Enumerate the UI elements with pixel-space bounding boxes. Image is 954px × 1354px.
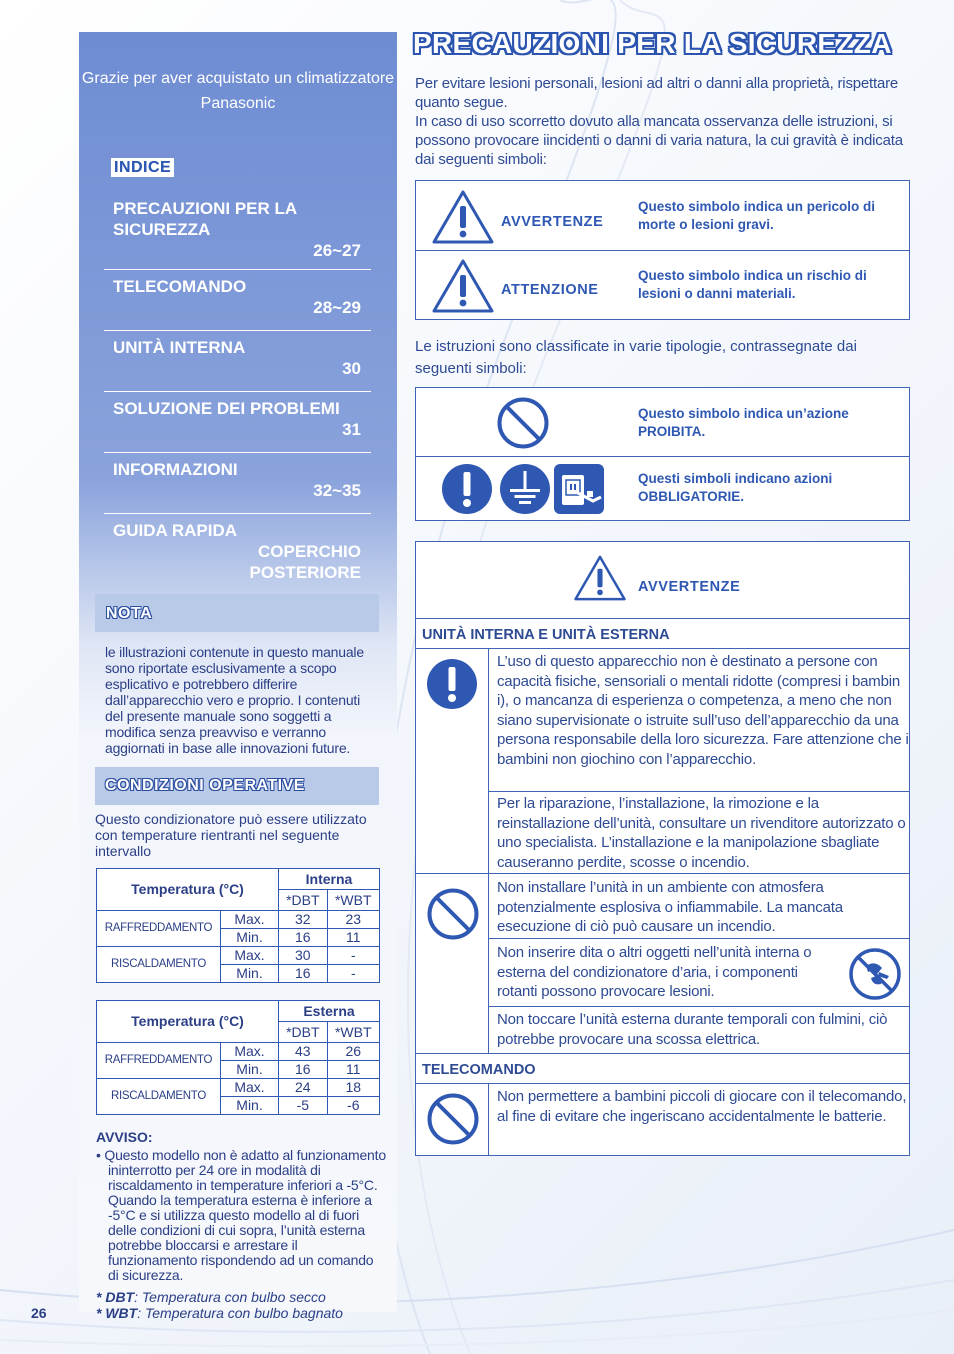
outdoor-temperature-table bbox=[96, 1000, 380, 1115]
toc-item-title: GUIDA RAPIDA bbox=[113, 521, 238, 540]
severity-legend bbox=[415, 180, 910, 320]
conditions-heading: CONDIZIONI OPERATIVE bbox=[105, 777, 305, 794]
table-limit: Min. bbox=[221, 965, 279, 983]
table-cell: 11 bbox=[327, 1061, 379, 1079]
caution-triangle-icon bbox=[431, 258, 495, 314]
table-limit: Max. bbox=[221, 1079, 279, 1097]
toc-item-page: COPERCHIO POSTERIORE bbox=[249, 542, 361, 582]
mandatory-action-icon bbox=[441, 463, 493, 515]
severity-row-warning bbox=[416, 181, 909, 251]
severity-label: AVVERTENZE bbox=[501, 214, 604, 230]
table-cell: 18 bbox=[327, 1079, 379, 1097]
table-cell: -5 bbox=[279, 1097, 328, 1115]
warning-item-text: Non installare l’unità in un ambiente con atmosfera potenzialmente esplosiva o infiammabile. La mancata esecuzione di ciò può causare un incendio. bbox=[497, 879, 843, 935]
indoor-temperature-table bbox=[96, 868, 380, 983]
warnings-panel bbox=[415, 541, 910, 1156]
intro-paragraph: Per evitare lesioni personali, lesioni ad altri o danni alla proprietà, rispettare quanto segue. In caso di uso scorretto dovuto alla mancata osservanza delle istruzioni, si possono provocare iincidenti o danni di varia natura, la cui gravità è indicata dai seguenti simboli: bbox=[415, 75, 903, 168]
table-limit: Min. bbox=[221, 929, 279, 947]
divider bbox=[416, 648, 909, 649]
footnote-wbt bbox=[96, 1305, 343, 1321]
table-limit: Max. bbox=[221, 911, 279, 929]
warnings-header bbox=[416, 542, 909, 619]
table-col-dbt: *DBT bbox=[279, 1022, 328, 1043]
toc-item-title: UNITÀ INTERNA bbox=[113, 338, 246, 357]
toc-item-page: 28~29 bbox=[313, 298, 361, 317]
table-limit: Min. bbox=[221, 1097, 279, 1115]
divider bbox=[416, 1053, 909, 1054]
table-header: Temperatura (°C) bbox=[97, 1001, 279, 1043]
footnote-text: : Temperatura con bulbo secco bbox=[134, 1289, 326, 1305]
table-cell: 23 bbox=[327, 911, 379, 929]
toc-item-page: 32~35 bbox=[313, 481, 361, 500]
prohibited-icon bbox=[426, 1092, 480, 1146]
table-group-header: Interna bbox=[279, 869, 380, 890]
symbol-description: Questo simbolo indica un’azione PROIBITA. bbox=[638, 406, 849, 439]
toc-item-information[interactable] bbox=[104, 453, 371, 514]
table-mode: RISCALDAMENTO bbox=[97, 947, 221, 983]
conditions-text: Questo condizionatore può essere utilizzato con temperature rientranti nel seguente intervallo bbox=[95, 811, 367, 859]
page-title: PRECAUZIONI PER LA SICUREZZA bbox=[413, 28, 892, 59]
mandatory-action-icon bbox=[426, 658, 478, 710]
severity-description: Questo simbolo indica un rischio di lesioni o danni materiali. bbox=[638, 268, 867, 301]
table-mode: RAFFREDDAMENTO bbox=[97, 1043, 221, 1079]
warning-item-text: L’uso di questo apparecchio non è destinato a persone con capacità fisiche, sensoriali o mentali ridotte (compresi i bambin i), o mancanza di esperienza o competenza, a meno che non siano supervisionate o istruite sull’uso dell’apparecchio da una persona responsabile della loro sicurezza. Fare attenzione che i bambini non giochino con l’apparecchio. bbox=[497, 653, 909, 768]
toc-item-troubleshooting[interactable] bbox=[104, 392, 371, 453]
note-text: le illustrazioni contenute in questo manuale sono riportate esclusivamente a scopo esplicativo e potrebbero differire dall’apparecchio vero e proprio. I contenuti del presente manuale sono soggetti a modifica senza preavviso e verranno aggiornati in base alle innovazioni future. bbox=[105, 644, 364, 756]
table-cell: 24 bbox=[279, 1079, 328, 1097]
table-cell: - bbox=[327, 947, 379, 965]
no-fingers-fan-icon bbox=[849, 948, 901, 1000]
warning-triangle-icon bbox=[573, 554, 627, 602]
toc-item-title: INFORMAZIONI bbox=[113, 460, 238, 479]
footnote-key: * WBT bbox=[96, 1305, 138, 1321]
divider bbox=[416, 1083, 909, 1084]
prohibited-icon bbox=[496, 396, 550, 450]
severity-label: ATTENZIONE bbox=[501, 282, 599, 298]
table-col-wbt: *WBT bbox=[327, 1022, 379, 1043]
table-of-contents bbox=[104, 192, 371, 594]
sidebar-intro: Grazie per aver acquistato un climatizzatore Panasonic bbox=[81, 70, 395, 112]
index-heading: INDICE bbox=[111, 158, 174, 177]
section-remote: TELECOMANDO bbox=[422, 1062, 536, 1078]
prohibited-icon bbox=[426, 887, 480, 941]
table-col-dbt: *DBT bbox=[279, 890, 328, 911]
table-limit: Max. bbox=[221, 947, 279, 965]
warnings-heading: AVVERTENZE bbox=[638, 579, 741, 595]
toc-item-safety[interactable] bbox=[104, 192, 371, 270]
table-col-wbt: *WBT bbox=[327, 890, 379, 911]
toc-item-page: 26~27 bbox=[313, 241, 361, 260]
table-limit: Min. bbox=[221, 1061, 279, 1079]
toc-item-page: 30 bbox=[342, 359, 361, 378]
toc-item-title: PRECAUZIONI PER LA SICUREZZA bbox=[113, 199, 297, 239]
table-cell: 43 bbox=[279, 1043, 328, 1061]
footnote-key: * DBT bbox=[96, 1289, 135, 1305]
divider bbox=[488, 791, 909, 792]
table-cell: - bbox=[327, 965, 379, 983]
note-heading: NOTA bbox=[106, 605, 153, 622]
divider bbox=[488, 1006, 909, 1007]
page-number: 26 bbox=[31, 1305, 47, 1321]
warning-item-text: Non toccare l’unità esterna durante temporali con fulmini, ciò potrebbe provocare una scossa elettrica. bbox=[497, 1011, 888, 1048]
table-header: Temperatura (°C) bbox=[97, 869, 279, 911]
table-cell: 32 bbox=[279, 911, 328, 929]
notice-title: AVVISO: bbox=[96, 1129, 153, 1145]
severity-description: Questo simbolo indica un pericolo di morte o lesioni gravi. bbox=[638, 199, 876, 232]
symbols-intro: Le istruzioni sono classificate in varie tipologie, contrassegnate dai seguenti simboli: bbox=[415, 338, 857, 377]
symbol-row-mandatory bbox=[416, 457, 909, 520]
toc-item-indoor-unit[interactable] bbox=[104, 331, 371, 392]
divider bbox=[488, 649, 489, 1054]
table-cell: 16 bbox=[279, 929, 328, 947]
severity-row-caution bbox=[416, 251, 909, 319]
divider bbox=[416, 873, 909, 874]
divider bbox=[488, 938, 909, 939]
footnote-text: : Temperatura con bulbo bagnato bbox=[137, 1305, 343, 1321]
table-cell: 16 bbox=[279, 965, 328, 983]
symbol-row-prohibited bbox=[416, 388, 909, 457]
section-indoor-outdoor: UNITÀ INTERNA E UNITÀ ESTERNA bbox=[422, 627, 670, 643]
table-cell: 16 bbox=[279, 1061, 328, 1079]
table-mode: RAFFREDDAMENTO bbox=[97, 911, 221, 947]
table-cell: 30 bbox=[279, 947, 328, 965]
notice-text: • Questo modello non è adatto al funzionamento ininterrotto per 24 ore in modalità di riscaldamento in temperature inferiori a -5°C. Quando la temperatura esterna è inferiore a -5°C e si utilizza questo modello al di fuori delle condizioni di cui sopra, l’unità esterna potrebbe bloccarsi e arrestare il funzionamento rispondendo ad un comando di sicurezza. bbox=[96, 1147, 386, 1283]
toc-item-remote[interactable] bbox=[104, 270, 371, 331]
toc-item-title: SOLUZIONE DEI PROBLEMI bbox=[113, 399, 340, 418]
table-cell: 11 bbox=[327, 929, 379, 947]
footnote-dbt bbox=[96, 1289, 326, 1305]
table-group-header: Esterna bbox=[279, 1001, 380, 1022]
toc-item-quick-guide[interactable] bbox=[104, 514, 371, 594]
symbol-description: Questi simboli indicano azioni OBBLIGATORIE. bbox=[638, 471, 833, 504]
unplug-power-icon bbox=[553, 463, 605, 515]
toc-item-page: 31 bbox=[342, 420, 361, 439]
table-cell: -6 bbox=[327, 1097, 379, 1115]
divider bbox=[488, 1084, 489, 1156]
warning-item-text: Per la riparazione, l’installazione, la rimozione e la reinstallazione dell’unità, consultare un rivenditore autorizzato o uno specialista. L’installazione e la manipolazione sbagliate causeranno perdite, scosse o incendio. bbox=[497, 795, 906, 871]
ground-connection-icon bbox=[499, 463, 551, 515]
toc-item-title: TELECOMANDO bbox=[113, 277, 247, 296]
symbols-legend bbox=[415, 387, 910, 521]
warning-item-text: Non inserire dita o altri oggetti nell’unità interna o esterna del condizionatore d’aria, i componenti rotanti possono provocare lesioni. bbox=[497, 944, 812, 1000]
warning-triangle-icon bbox=[431, 189, 495, 245]
warning-item-text: Non permettere a bambini piccoli di giocare con il telecomando, al fine di evitare che ingeriscano accidentalmente le batterie. bbox=[497, 1088, 907, 1125]
table-mode: RISCALDAMENTO bbox=[97, 1079, 221, 1115]
table-cell: 26 bbox=[327, 1043, 379, 1061]
table-limit: Max. bbox=[221, 1043, 279, 1061]
